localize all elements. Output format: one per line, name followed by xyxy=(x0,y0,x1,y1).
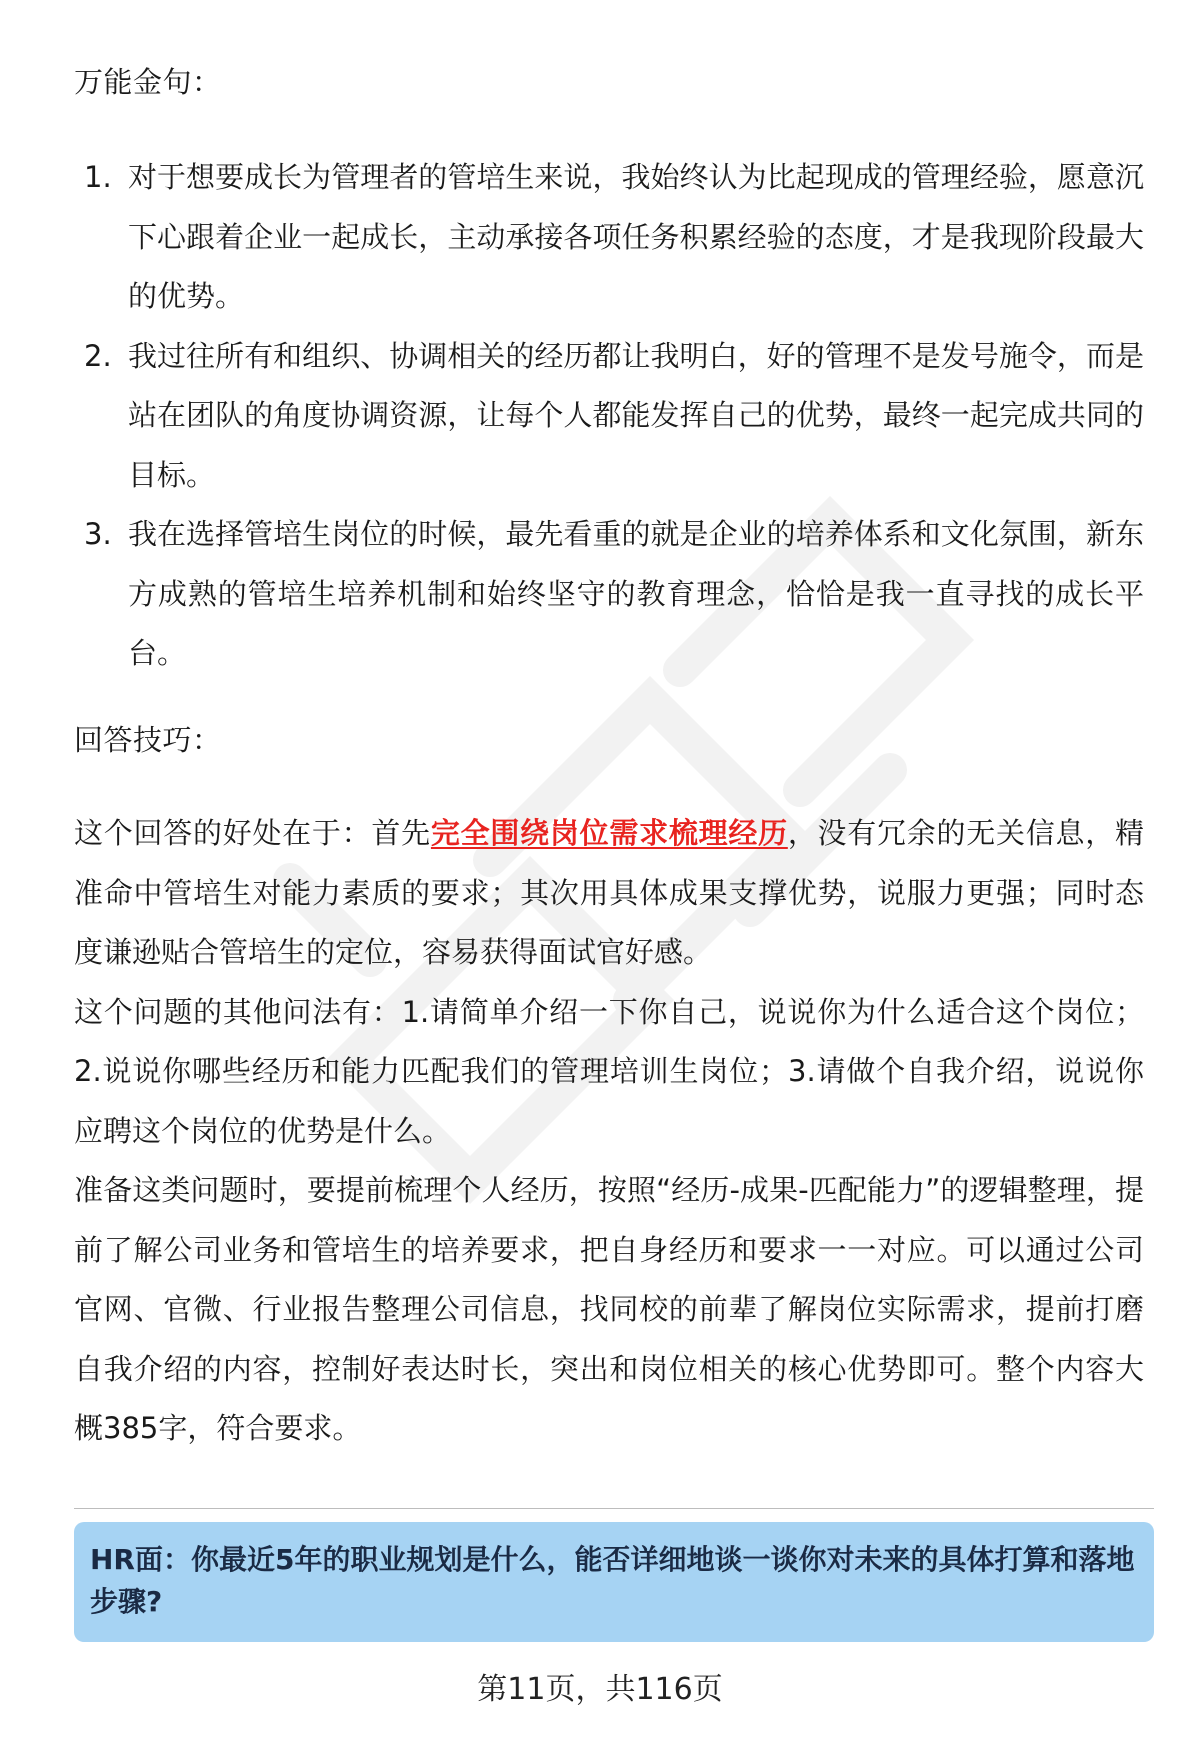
answer-tips-body xyxy=(74,804,1144,1459)
golden-sentences-list xyxy=(74,148,1144,684)
list-item-number: 3. xyxy=(84,517,112,551)
hr-question-text: HR面：你最近5年的职业规划是什么，能否详细地谈一谈你对未来的具体打算和落地步骤? xyxy=(90,1543,1135,1618)
list-item-number: 1. xyxy=(84,160,112,194)
list-item-text: 我过往所有和组织、协调相关的经历都让我明白，好的管理不是发号施令，而是站在团队的角度协调资源，让每个人都能发挥自己的优势，最终一起完成共同的目标。 xyxy=(128,338,1144,492)
list-item-text: 我在选择管培生岗位的时候，最先看重的就是企业的培养体系和文化氛围，新东方成熟的管培生培养机制和始终坚守的教育理念，恰恰是我一直寻找的成长平台。 xyxy=(128,517,1144,670)
hr-question-box xyxy=(74,1522,1154,1642)
list-item xyxy=(74,505,1144,684)
paragraph-alternate-questions: 这个问题的其他问法有：1.请简单介绍一下你自己，说说你为什么适合这个岗位；2.说说你哪些经历和能力匹配我们的管理培训生岗位；3.请做个自我介绍，说说你应聘这个岗位的优势是什么。 xyxy=(74,994,1144,1148)
list-item xyxy=(74,148,1144,327)
list-item xyxy=(74,327,1144,506)
section-divider xyxy=(74,1508,1154,1509)
list-item-number: 2. xyxy=(84,338,112,373)
page-indicator: 第11页，共116页 xyxy=(477,1672,723,1707)
paragraph-benefits xyxy=(74,804,1144,983)
list-item-text: 对于想要成长为管理者的管培生来说，我始终认为比起现成的管理经验，愿意沉下心跟着企业一起成长，主动承接各项任务积累经验的态度，才是我现阶段最大的优势。 xyxy=(128,160,1144,313)
paragraph-text: ，没有冗余的无关信息，精准命中管培生对能力素质的要求；其次用具体成果支撑优势，说服力更强；同时态度谦逊贴合管培生的定位，容易获得面试官好感。 xyxy=(74,816,1144,969)
section-label-answer-tips: 回答技巧： xyxy=(74,723,222,757)
section-label-golden-sentences: 万能金句： xyxy=(74,65,222,99)
paragraph-preparation: 准备这类问题时，要提前梳理个人经历，按照“经历-成果-匹配能力”的逻辑整理，提前了解公司业务和管培生的培养要求，把自身经历和要求一一对应。可以通过公司官网、官微、行业报告整理公司信息，找同校的前辈了解岗位实际需求，提前打磨自我介绍的内容，控制好表达时长，突出和岗位相关的核心优势即可。整个内容大概385字，符合要求。 xyxy=(74,1173,1144,1445)
highlighted-text: 完全围绕岗位需求梳理经历 xyxy=(430,816,788,850)
paragraph-text: 这个回答的好处在于：首先 xyxy=(74,816,431,850)
